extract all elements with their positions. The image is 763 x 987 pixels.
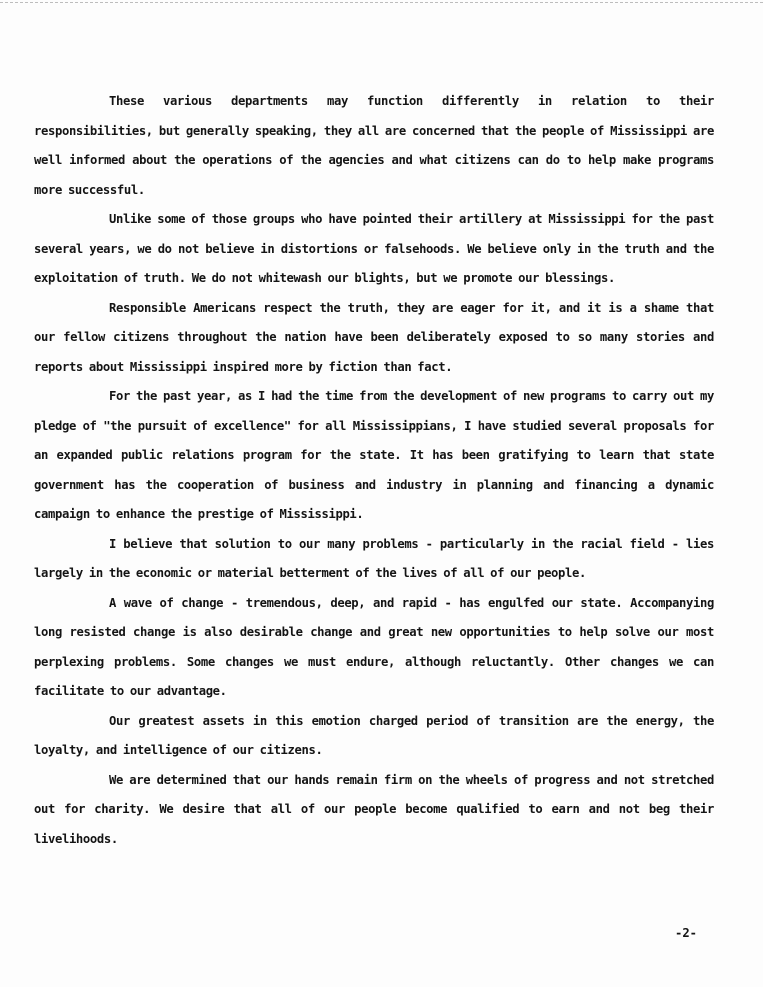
paragraph-departments: These various departments may function differently in relation to their responsibilities, but generally speaking, they all are concerned that the people of Mississippi are well informed about the operations of the agencies and what citizens can do to help make programs more successful.: [34, 94, 714, 197]
document-body: [34, 87, 714, 854]
paragraph-responsible-americans: Responsible Americans respect the truth, they are eager for it, and it is a shame that our fellow citizens throughout the nation have been deliberately exposed to so many stories and reports about Mississippi inspired more by fiction than fact.: [34, 300, 714, 374]
paragraph-greatest-assets: Our greatest assets in this emotion charged period of transition are the energy, the loyalty, and intelligence of our citizens.: [34, 713, 714, 757]
paragraph-wave-of-change: A wave of change - tremendous, deep, and rapid - has engulfed our state. Accompanying long resisted change is also desirable change and great new opportunities to help solve our most perplexing problems. Some changes we must endure, although reluctantly. Other changes we can facilitate to our advantage.: [34, 595, 714, 698]
paragraph-progress: We are determined that our hands remain firm on the wheels of progress and not stretched out for charity. We desire that all of our people become qualified to earn and not beg their livelihoods.: [34, 772, 714, 846]
page-number: -2-: [674, 926, 697, 940]
paragraph-solution: I believe that solution to our many problems - particularly in the racial field - lies largely in the economic or material betterment of the lives of all of our people.: [34, 536, 714, 580]
paragraph-truth: Unlike some of those groups who have pointed their artillery at Mississippi for the past several years, we do not believe in distortions or falsehoods. We believe only in the truth and the exploitation of truth. We do not whitewash our blights, but we promote our blessings.: [34, 212, 714, 285]
top-dashed-rule: [0, 2, 763, 3]
paragraph-public-relations: For the past year, as I had the time from the development of new programs to carry out my pledge of "the pursuit of excellence" for all Mississippians, I have studied several proposals for an expanded public relations program for the state. It has been gratifying to learn that state government has the cooperation of business and industry in planning and financing a dynamic campaign to enhance the prestige of Mississippi.: [34, 389, 714, 521]
